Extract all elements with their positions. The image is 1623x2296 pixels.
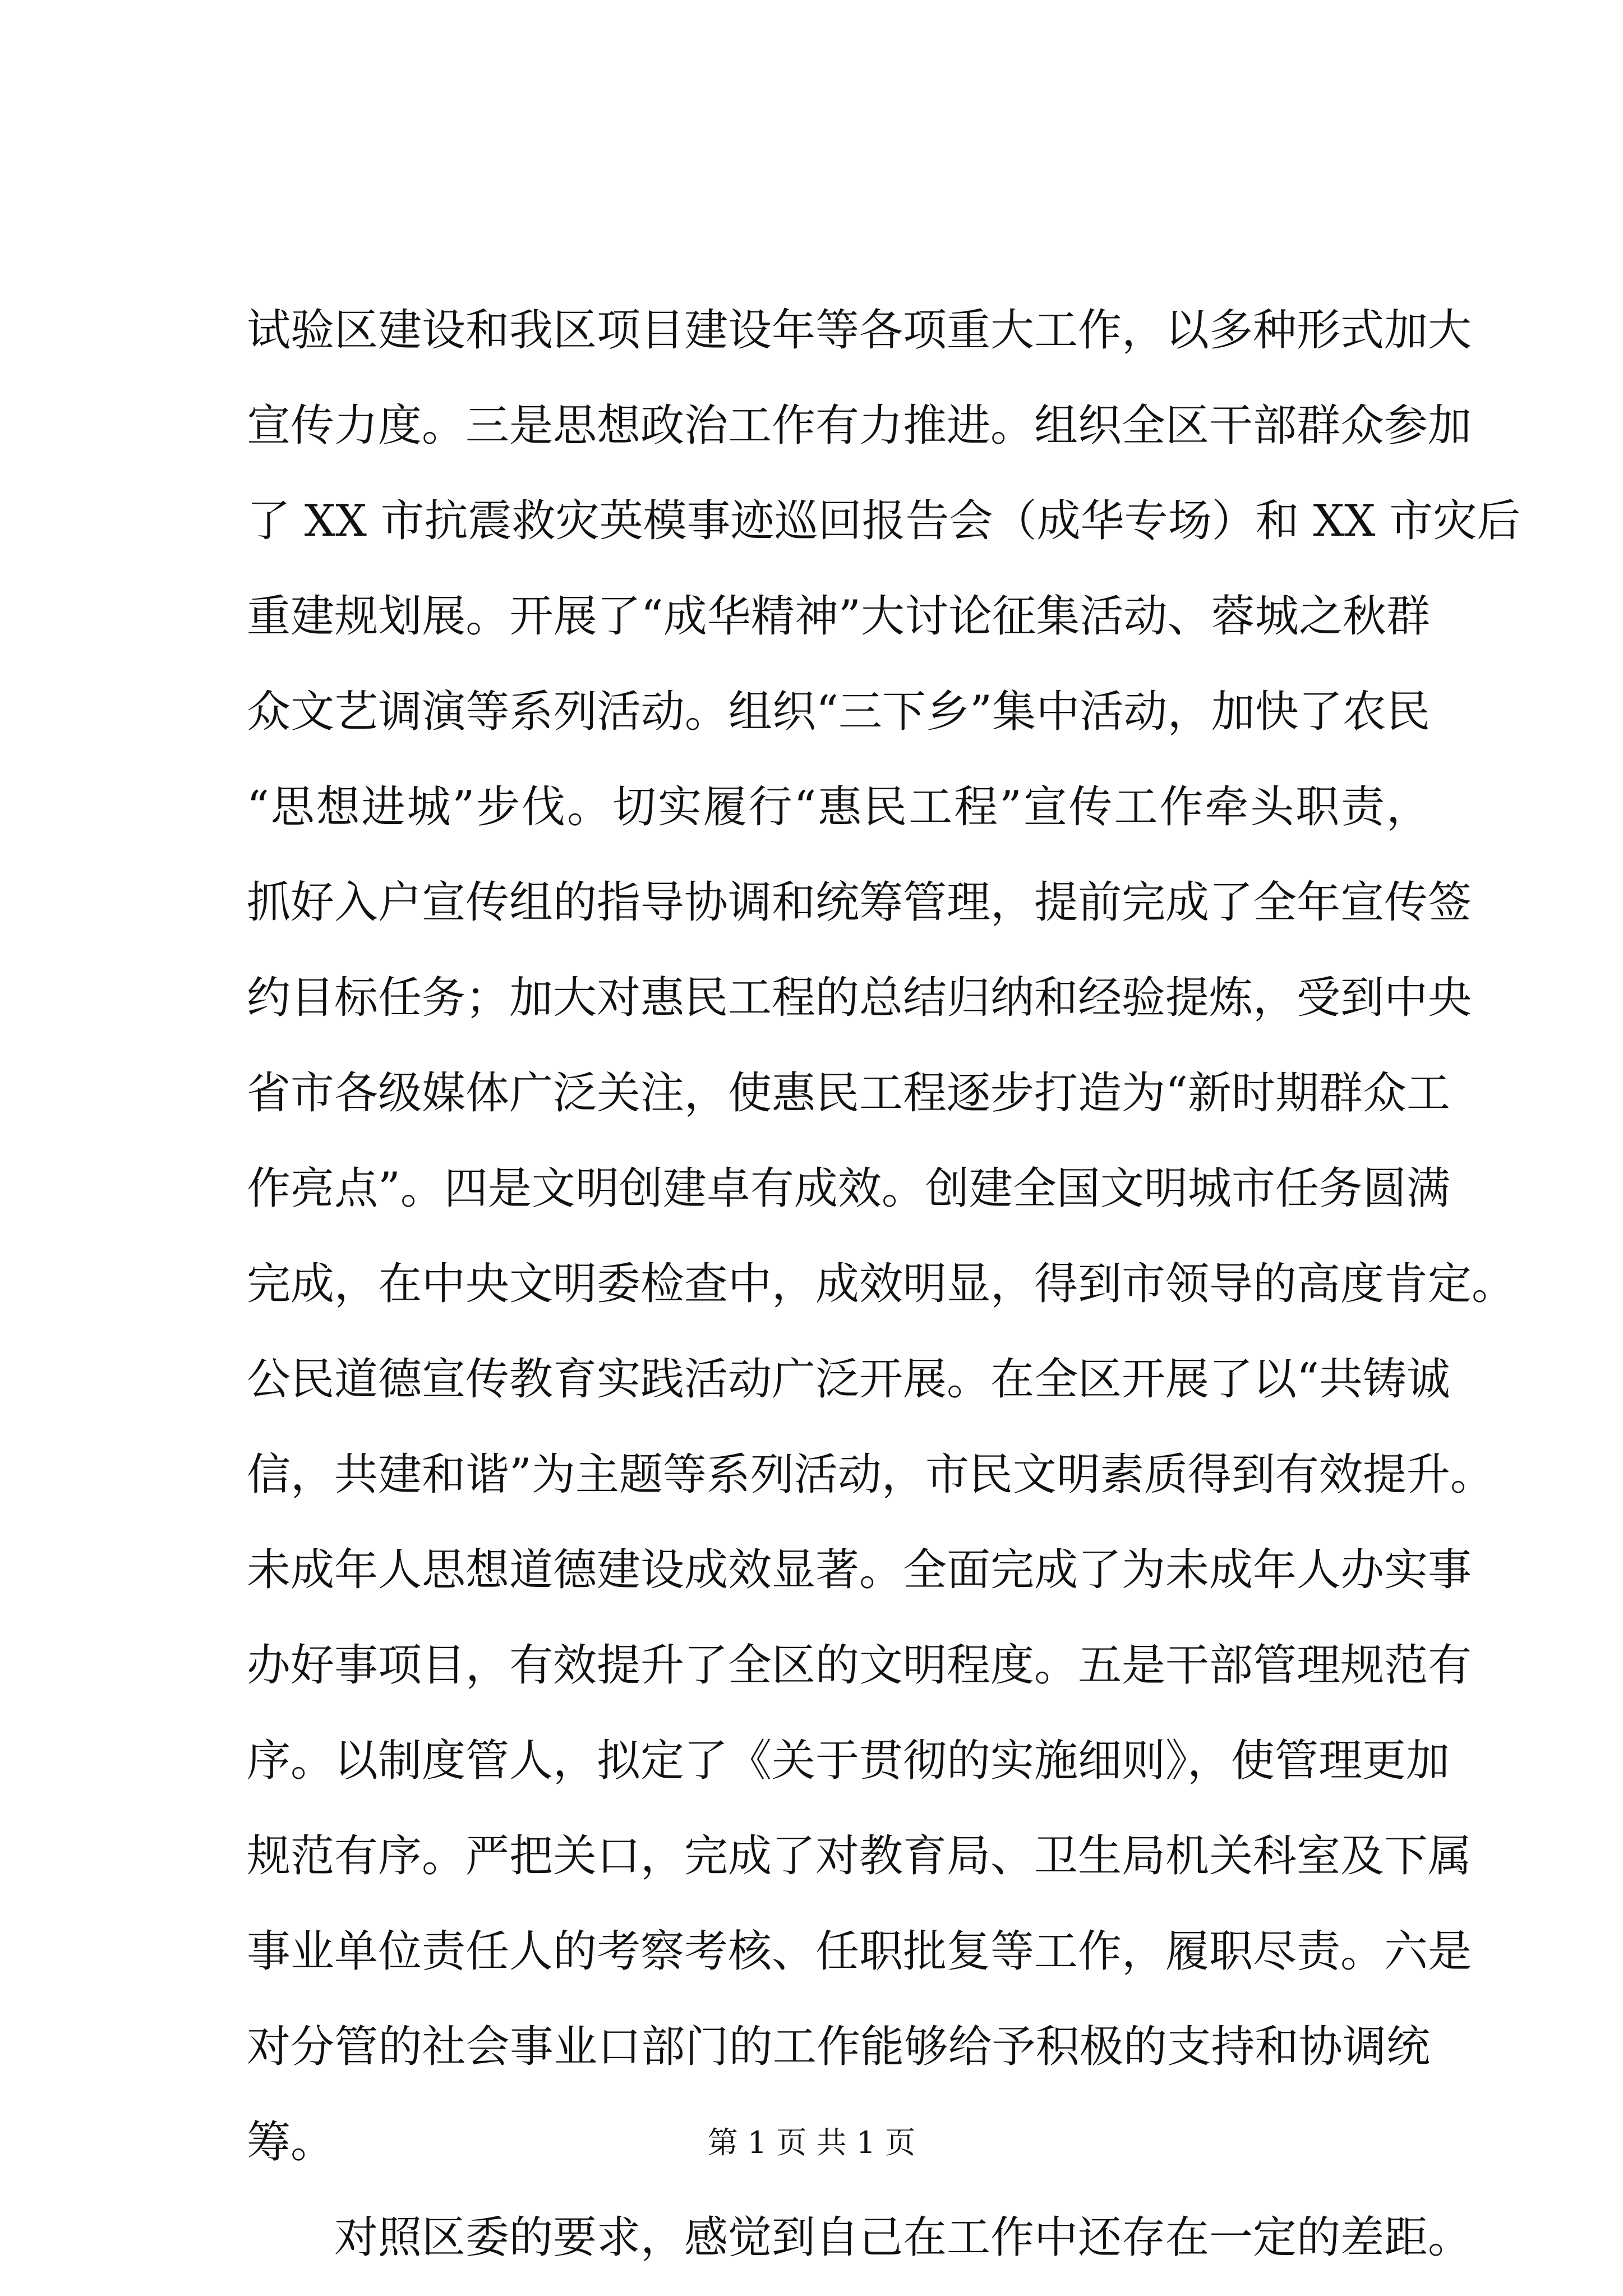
text-line: 试验区建设和我区项目建设年等各项重大工作，以多种形式加大 [247,305,1472,356]
text-line: 完成，在中央文明委检查中，成效明显，得到市领导的高度肯定。 [247,1259,1516,1309]
text-line: 未成年人思想道德建设成效显著。全面完成了为未成年人办实事 [247,1545,1472,1595]
text-line: “思想进城”步伐。切实履行“惠民工程”宣传工作牵头职责， [247,782,1430,832]
text-line: 作亮点”。四是文明创建卓有成效。创建全国文明城市任务圆满 [247,1163,1450,1214]
page-footer [0,2123,1623,2162]
text-line: 抓好入户宣传组的指导协调和统筹管理，提前完成了全年宣传签 [247,877,1472,928]
text-line: 众文艺调演等系列活动。组织“三下乡”集中活动，加快了农民 [247,687,1430,737]
text-line: 宣传力度。三是思想政治工作有力推进。组织全区干部群众参加 [247,401,1472,451]
text-line: 了 XX 市抗震救灾英模事迹巡回报告会（成华专场）和 XX 市灾后 [247,496,1521,546]
paragraph-1 [247,283,1521,2190]
page-number-label: 第 1 页 共 1 页 [707,2125,916,2160]
text-line: 约目标任务；加大对惠民工程的总结归纳和经验提炼，受到中央 [247,973,1472,1023]
body-text [247,283,1521,2285]
text-line: 事业单位责任人的考察考核、任职批复等工作，履职尽责。六是 [247,1926,1472,1977]
text-line: 办好事项目，有效提升了全区的文明程度。五是干部管理规范有 [247,1640,1472,1691]
text-line: 筹。 [247,2117,335,2168]
text-line: 序。以制度管人，拟定了《关于贯彻的实施细则》，使管理更加 [247,1736,1450,1786]
text-line: 重建规划展。开展了“成华精神”大讨论征集活动、蓉城之秋群 [247,591,1430,642]
paragraph-2-text: 对照区委的要求，感觉到自己在工作中还存在一定的差距。 [334,2212,1472,2263]
text-line: 对分管的社会事业口部门的工作能够给予积极的支持和协调统 [247,2022,1430,2072]
text-line: 公民道德宣传教育实践活动广泛开展。在全区开展了以“共铸诚 [247,1354,1450,1405]
text-line: 省市各级媒体广泛关注，使惠民工程逐步打造为“新时期群众工 [247,1068,1450,1119]
paragraph-2 [247,2190,1472,2285]
text-line: 规范有序。严把关口，完成了对教育局、卫生局机关科室及下属 [247,1831,1472,1881]
text-line: 信，共建和谐”为主题等系列活动，市民文明素质得到有效提升。 [247,1450,1494,1500]
